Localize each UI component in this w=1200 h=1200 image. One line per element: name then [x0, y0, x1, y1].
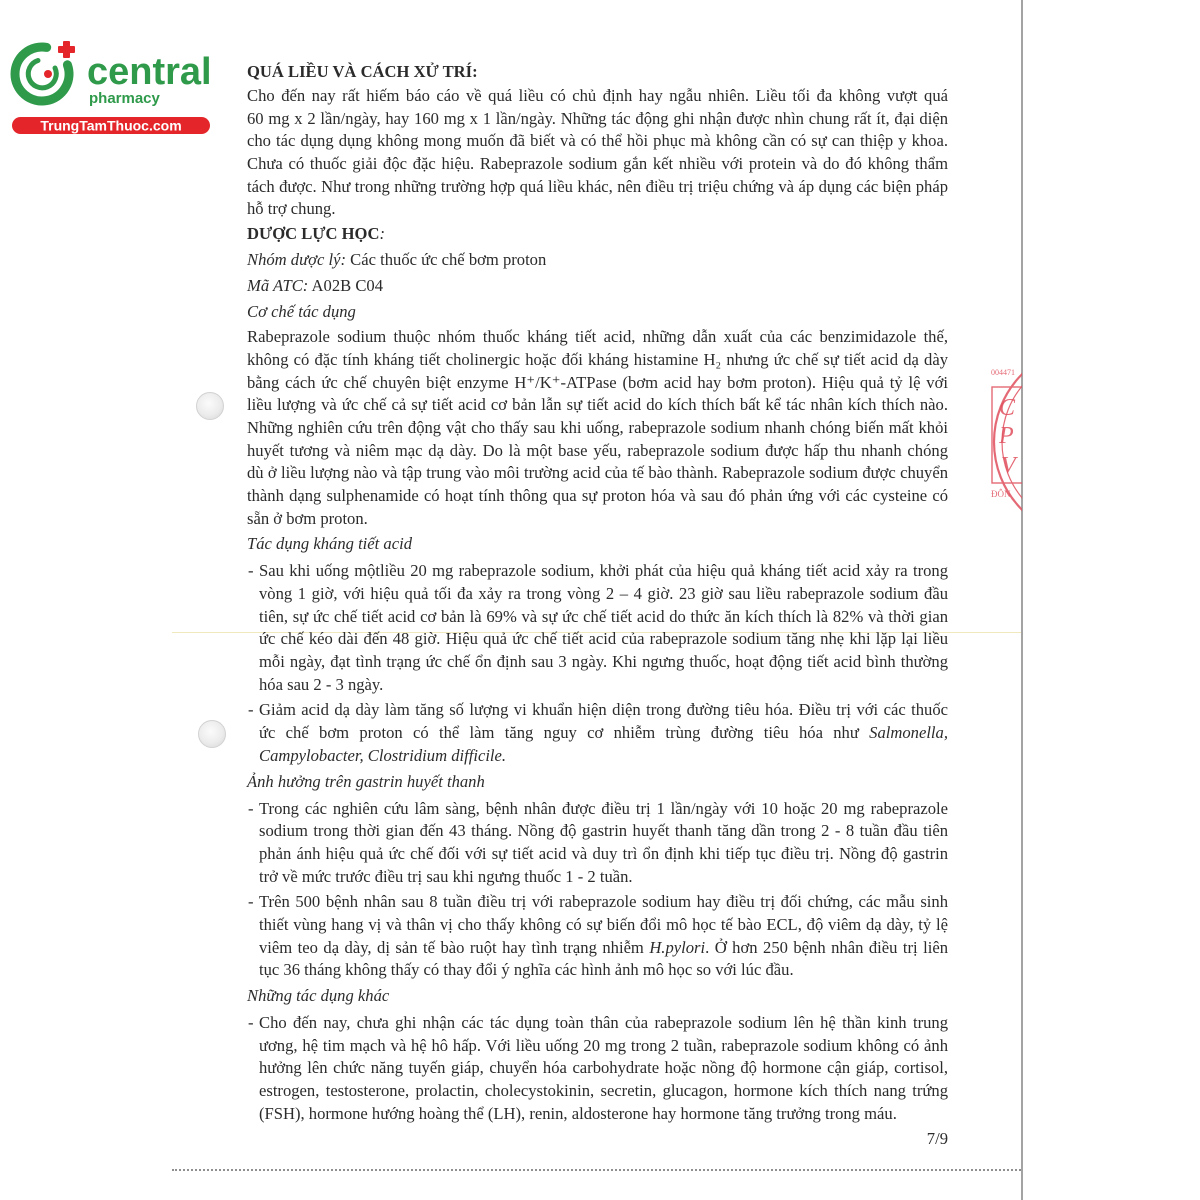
- text-line: estrogen, testosterone, prolactin, cholecystokinin, secretin, glucagon, hormone kích thích nang trứng: [259, 1081, 948, 1101]
- text-line: ức chế kéo dài đến 48 giờ. Hiệu quả ức chế tiết acid của rabeprazole sodium tăng nhẹ khi lặp lại liều: [259, 629, 948, 649]
- pharmacologic-group-label: Nhóm dược lý:: [247, 250, 347, 270]
- text-line: Chưa có thuốc giải độc đặc hiệu. Rabeprazole sodium gắn kết nhiều với protein và do đó không thẩm: [247, 154, 948, 174]
- atc-code-value: A02B C04: [311, 276, 384, 296]
- bullet-item: [247, 560, 948, 696]
- text-line: Rabeprazole sodium thuộc nhóm thuốc kháng tiết acid, những dẫn xuất của các benzimidazole thế,: [247, 327, 948, 347]
- stamp-letter: C: [999, 395, 1016, 421]
- text-line: Những nghiên cứu trên động vật cho thấy sau khi uống, rabeprazole sodium nhanh chóng biến mất khỏi: [247, 417, 948, 437]
- text-segment: ức chế bơm proton có thể làm tăng nguy cơ nhiễm trùng đường tiêu hóa như: [259, 723, 859, 743]
- bullet-item: [247, 891, 948, 982]
- text-line: Cho đến nay rất hiếm báo cáo về quá liều có chủ định hay ngẫu nhiên. Liều tối đa không vượt quá: [247, 86, 948, 105]
- text-line: tiên, sự ức chế tiết acid cơ bản là 69% và sự ức chế tiết acid do thức ăn kích thích là 82% và thời gian: [259, 606, 948, 626]
- text-line: [259, 937, 948, 960]
- text-line: hóa sau 2 - 3 ngày.: [259, 674, 384, 694]
- bacteria-name: H.pylori: [649, 937, 706, 957]
- bacteria-name: Salmonella,: [869, 723, 948, 743]
- pharmacodynamics-heading: [247, 221, 948, 247]
- text-line: hưởng lên chức năng tuyến giáp, chuyển hóa carbohydrate hoặc nồng độ hormone cận giáp, cortisol,: [259, 1058, 948, 1078]
- bullet-marker: -: [248, 798, 254, 818]
- text-line: thành dạng sulphenamide có hoạt tính thông qua sự proton hóa và sau đó phản ứng với các cysteine có: [247, 485, 948, 505]
- logo-inner-ring-icon: [28, 61, 56, 88]
- logo-cross-icon: [58, 41, 75, 58]
- mechanism-title: Cơ chế tác dụng: [247, 302, 356, 322]
- text-line: tục 36 tháng không thấy có thay đổi ý nghĩa các hình ảnh mô học so với lúc đầu.: [259, 960, 794, 980]
- text-line: không có đặc tính kháng tiết cholinergic hoặc đối kháng histamine H₂ nhưng ức chế sự tiết acid dạ dày: [247, 349, 948, 369]
- text-line: tách được. Như trong những trường hợp quá liều khác, nên điều trị triệu chứng và áp dụng các biện pháp: [247, 176, 948, 196]
- stamp-number: 004471: [991, 368, 1015, 377]
- text-line: Trong các nghiên cứu lâm sàng, bệnh nhân được điều trị 1 lần/ngày với 10 hoặc 20 mg rabeprazole: [259, 798, 948, 818]
- other-effects-title: Những tác dụng khác: [247, 986, 390, 1005]
- text-line: 60 mg x 2 lần/ngày, hay 160 mg x 1 lần/ngày. Những tác động ghi nhận được nhìn chung rất ít, đại diện: [247, 108, 948, 128]
- text-line: dù ở liều lượng nào và tập trung vào môi trường acid của tế bào thành. Rabeprazole sodium được chuyển: [247, 463, 948, 483]
- punch-hole: [198, 720, 226, 748]
- text-line: mỗi ngày, đạt tình trạng ức chế ổn định sau 3 ngày. Khi ngưng thuốc, hoạt động tiết acid bình thường: [259, 652, 948, 672]
- text-line: (FSH), hormone hướng hoàng thể (LH), renin, aldosterone hay hormone tăng trưởng trong máu.: [259, 1103, 897, 1123]
- text-line: Cho đến nay, chưa ghi nhận các tác dụng toàn thân của rabeprazole sodium lên hệ thần kinh trung: [259, 1013, 948, 1032]
- text-line: Sau khi uống mộtliều 20 mg rabeprazole sodium, khởi phát của hiệu quả kháng tiết acid xảy ra trong: [259, 561, 948, 581]
- central-pharmacy-logo: [0, 0, 220, 140]
- punch-hole: [196, 392, 224, 420]
- text-line: [259, 745, 948, 768]
- text-line: Giảm acid dạ dày làm tăng số lượng vi khuẩn hiện diện trong đường tiêu hóa. Điều trị với các thuốc: [259, 700, 948, 720]
- bacteria-names: Campylobacter, Clostridium difficile.: [259, 745, 507, 765]
- text-line: sẵn ở bơm proton.: [247, 508, 368, 528]
- logo-dot-icon: [44, 70, 52, 78]
- red-stamp: [975, 345, 1022, 545]
- page-edge-bottom: [172, 1169, 1021, 1171]
- text-line: trở về mức trước điều trị sau khi ngưng thuốc 1 - 2 tuần.: [259, 866, 633, 886]
- stamp-letter: P: [999, 423, 1014, 449]
- document-body: [247, 59, 948, 1125]
- bullet-item: [247, 699, 948, 767]
- mechanism-paragraph: [247, 326, 948, 530]
- pharmacodynamics-heading-text: DƯỢC LỰC HỌC: [247, 224, 380, 244]
- antisecretory-title: Tác dụng kháng tiết acid: [247, 534, 412, 554]
- stamp-letter: V: [1001, 453, 1016, 479]
- logo-website: TrungTamThuoc.com: [40, 117, 182, 134]
- heading-colon: :: [379, 224, 385, 244]
- text-line: ương, hệ tim mạch và hệ hô hấp. Với liều uống 20 mg trong 2 tuần, rabeprazole sodium không có ảnh: [259, 1035, 948, 1055]
- text-line: thiết vùng hang vị và thân vị cho thấy không có sự biến đổi mô học tế bào ECL, độ viêm dạ dày, tỷ lệ: [259, 914, 948, 934]
- page-number: 7/9: [926, 1129, 948, 1148]
- page-edge-right: [1021, 0, 1023, 1200]
- logo-brand: central: [87, 51, 212, 93]
- text-line: cho tác dụng dụng không mong muốn đã biết và có thể hồi phục mà không cần có sự can thiệp y khoa.: [247, 131, 948, 151]
- bullet-marker: -: [248, 700, 254, 720]
- bullet-marker: -: [248, 892, 254, 912]
- pharmacologic-group: [247, 247, 948, 273]
- logo-tagline: pharmacy: [89, 90, 160, 107]
- bullet-item: [247, 1012, 948, 1125]
- text-line: [259, 722, 948, 745]
- atc-code-label: Mã ATC:: [247, 276, 309, 296]
- text-line: sodium trong thời gian đến 43 tháng. Nồng độ gastrin huyết thanh tăng dần trong 2 - 8 tuần đầu tiên: [259, 821, 948, 841]
- stamp-text: ĐÔN: [991, 489, 1011, 499]
- text-line: bằng cách ức chế chuyên biệt enzyme H⁺/K⁺-ATPase (bơm acid hay bơm proton). Hiệu quả tỷ lệ với: [247, 372, 948, 392]
- text-line: hỗ trợ chung.: [247, 199, 336, 219]
- bullet-marker: -: [248, 1013, 254, 1032]
- atc-code: [247, 273, 948, 299]
- overdose-paragraph: [247, 85, 948, 221]
- gastrin-title: Ảnh hưởng trên gastrin huyết thanh: [247, 771, 485, 791]
- text-line: phản ánh hiệu quả ức chế đối với sự tiết acid và duy trì ổn định khi tiếp tục điều trị. Nồng độ gastrin: [259, 843, 948, 863]
- text-segment: viêm teo dạ dày, dị sản tế bào ruột hay tình trạng nhiễm: [259, 937, 644, 957]
- bullet-marker: -: [248, 561, 254, 581]
- overdose-heading: QUÁ LIỀU VÀ CÁCH XỬ TRÍ:: [247, 62, 478, 81]
- text-line: vòng 1 giờ, với hiệu quả tối đa xảy ra trong vòng 2 – 4 giờ. 23 giờ sau liều rabeprazole sodium đầu: [259, 584, 948, 603]
- bullet-item: [247, 798, 948, 889]
- text-line: liều lượng và ức chế cả sự tiết acid cơ bản lẫn sự tiết acid do kích thích bất kể tác nhân kích thích nào.: [247, 395, 948, 415]
- text-line: huyết tương và niêm mạc dạ dày. Do là một base yếu, rabeprazole sodium được hấp thu nhanh chóng: [247, 440, 948, 460]
- text-line: Trên 500 bệnh nhân sau 8 tuần điều trị với rabeprazole sodium hay điều trị đối chứng, các mẫu sinh: [259, 892, 948, 912]
- logo-ring-icon: [15, 47, 69, 101]
- text-segment: . Ở hơn 250 bệnh nhân điều trị liên: [705, 937, 948, 957]
- pharmacologic-group-value: Các thuốc ức chế bơm proton: [350, 250, 547, 270]
